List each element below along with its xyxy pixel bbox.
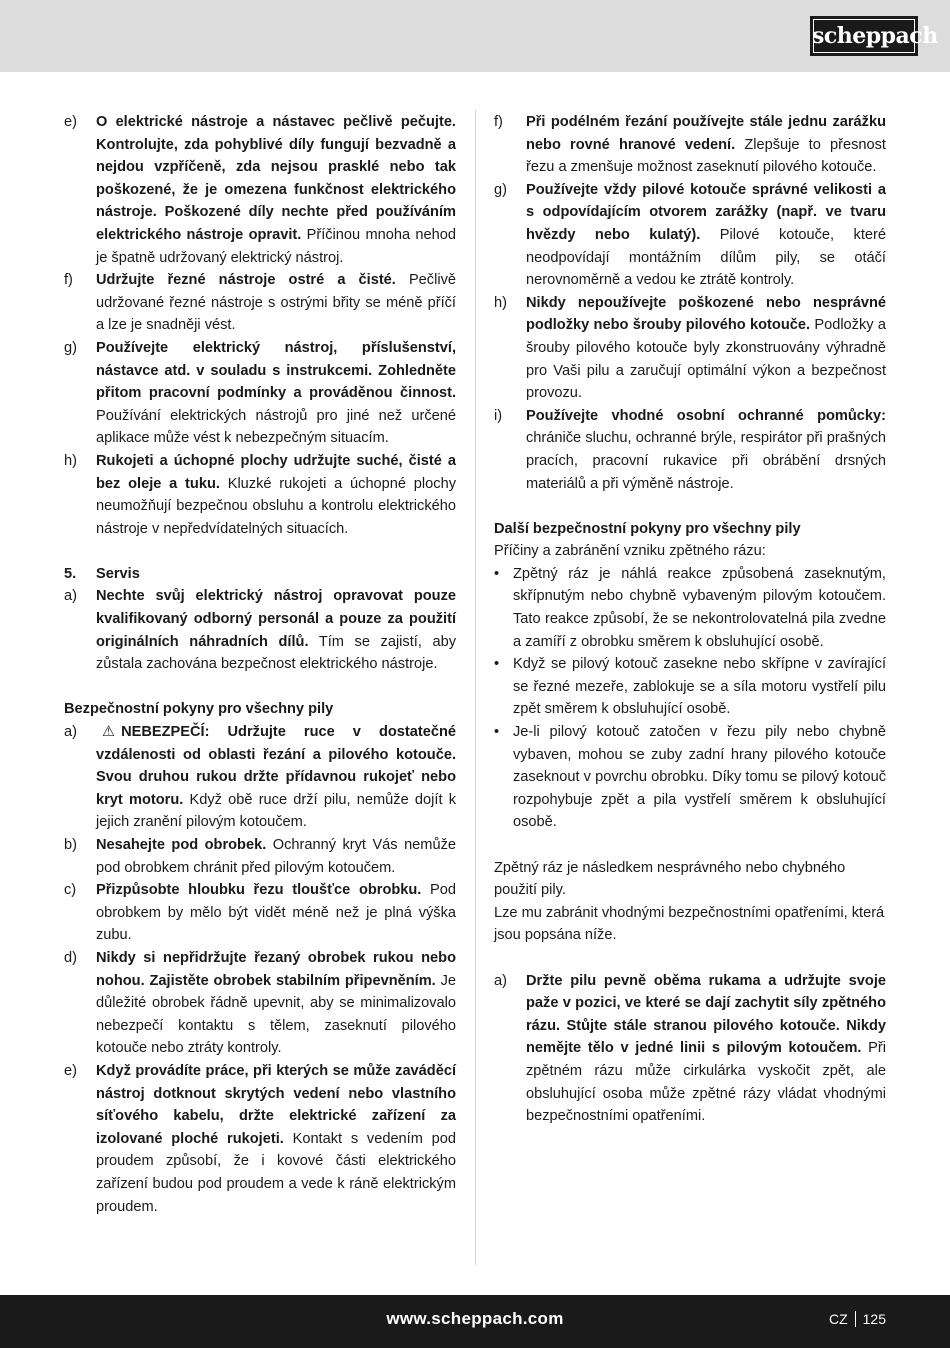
- page-header: [0, 0, 950, 72]
- item-bold-text: Používejte vhodné osobní ochranné pomůcky:: [526, 407, 886, 424]
- item-text: [96, 1060, 456, 1218]
- list-item: [64, 585, 456, 675]
- item-normal-text: Kontakt s vedením pod proudem způsobí, že i kovové části elektrického zařízení budou pod proudem a vede k ráně elektrickým proudem.: [96, 1130, 456, 1215]
- page-indicator: [829, 1311, 886, 1327]
- item-normal-text: Pilové kotouče, které neodpovídají montážním dílům pily, se otáčí nerovnoměrně a vedou ke ztrátě kontroly.: [526, 226, 886, 289]
- item-label: h): [494, 294, 507, 311]
- scheppach-logo: scheppach: [810, 16, 918, 56]
- left-column: [64, 111, 456, 1218]
- item-label: a): [64, 588, 77, 605]
- item-bold-text: Držte pilu pevně oběma rukama a udržujte svoje paže v pozici, ve které se dají zachytit síly zpětného rázu. Stůjte stále stranou pilového kotouče. Nikdy nemějte tělo v jedné linii s pilovým kotoučem.: [526, 972, 886, 1057]
- bullet-item: [494, 653, 886, 721]
- list-item: [494, 292, 886, 405]
- item-bold-text: NEBEZPEČÍ: Udržujte ruce v dostatečné vzdálenosti od oblasti řezání a pilového kotouče. Svou druhou rukou držte přídavnou rukojeť nebo kryt motoru.: [96, 724, 456, 808]
- item-normal-text: Kluzké rukojeti a úchopné plochy neumožňují bezpečnou obsluhu a kontrolu elektrického nástroje v nepředvídatelných situacích.: [96, 475, 456, 537]
- item-bold-text: Když provádíte práce, při kterých se může zaváděcí nástroj dotknout skrytých vedení nebo vlastního síťového kabelu, držte elektrické zařízení za izolované ploché rukojeti.: [96, 1062, 456, 1147]
- item-bold-text: Při podélném řezání používejte stále jednu zarážku nebo rovné hranové vedení.: [526, 114, 886, 153]
- list-item: [64, 450, 456, 540]
- servis-heading: [64, 563, 456, 586]
- item-label: e): [64, 1062, 77, 1079]
- item-normal-text: Pod obrobkem by mělo být vidět méně než je plná výška zubu.: [96, 882, 456, 944]
- item-bold-text: Používejte elektrický nástroj, příslušenství, nástavce atd. v souladu s instrukcemi. Zohledněte přitom pracovní podmínky a prováděnou činnost.: [96, 339, 456, 402]
- item-bold-text: Nikdy nepoužívejte poškozené nebo nesprávné podložky nebo šrouby pilového kotouče.: [526, 294, 886, 334]
- item-normal-text: Když obě ruce drží pilu, nemůže dojít k jejich zranění pilovým kotoučem.: [96, 791, 456, 831]
- item-text: [96, 879, 456, 947]
- item-normal-text: Pečlivě udržované řezné nástroje s ostrými břity se méně příčí a lze je snadněji vést.: [96, 272, 456, 334]
- paragraph: Zpětný ráz je následkem nesprávného nebo chybného použití pily.: [494, 859, 846, 899]
- item-bold-text: Používejte vždy pilové kotouče správné velikosti a s odpovídajícím otvorem zarážky (např. ve tvaru hvězdy nebo kulatý).: [526, 181, 886, 243]
- item-normal-text: Je důležité obrobek řádně upevnit, aby se minimalizovalo nebezpečí kontaktu s tělem, zaseknutí pilového kotouče nebo ztráty kontroly.: [96, 972, 457, 1057]
- item-text: [96, 450, 456, 540]
- item-bold-text: Přizpůsobte hloubku řezu tloušťce obrobku.: [96, 882, 422, 899]
- item-text: [526, 179, 886, 292]
- item-text: [96, 947, 456, 1060]
- item-text: [96, 585, 456, 675]
- item-bold-text: O elektrické nástroje a nástavec pečlivě pečujte. Kontrolujte, zda pohyblivé díly fungují bezvadně a nejdou vzpříčeně, zda nejsou prasklé nebo tak poškozené, že je omezena funkčnost elektrického nástroje. Poškozené díly nechte před používáním elektrického nástroje opravit.: [96, 114, 456, 243]
- list-item: [64, 337, 456, 450]
- list-item: [64, 111, 456, 269]
- item-label: b): [64, 837, 77, 853]
- item-label: a): [64, 724, 77, 741]
- item-normal-text: Ochranný kryt Vás nemůže pod obrobkem chránit před pilovým kotoučem.: [96, 837, 456, 876]
- item-label: g): [494, 181, 507, 198]
- item-label: a): [494, 972, 507, 989]
- item-label: e): [64, 114, 77, 130]
- bullet-dot-icon: •: [494, 724, 500, 741]
- item-normal-text: Podložky a šrouby pilového kotouče byly zkonstruovány výhradně pro Vaši pilu a zaručují optimální výkon a bezpečnost provozu.: [526, 317, 886, 402]
- list-item-warning: [64, 721, 456, 834]
- item-normal-text: Při zpětném rázu může cirkulárka vyskočit zpět, ale obsluhující osoba může zpětné rázy vládat vhodnými bezpečnostními opatřeními.: [526, 1040, 887, 1125]
- item-bold-text: Udržujte řezné nástroje ostré a čisté.: [96, 272, 396, 289]
- item-normal-text: chrániče sluchu, ochranné brýle, respirátor při prašných pracích, pracovní rukavice při obrábění drsných materiálů a při výměně nástroje.: [526, 430, 886, 492]
- bullet-dot-icon: •: [494, 656, 500, 673]
- item-text: [526, 111, 886, 179]
- item-text: [96, 337, 456, 450]
- item-normal-text: Zlepšuje to přesnost řezu a zmenšuje možnost zaseknutí pilového kotouče.: [526, 136, 886, 176]
- warning-triangle-icon: ⚠: [102, 724, 116, 741]
- page-footer: [0, 1295, 950, 1348]
- item-text: [526, 970, 886, 1128]
- bullet-item: [494, 563, 886, 653]
- item-bold-text: Nechte svůj elektrický nástroj opravovat pouze kvalifikovaný odborný personál a pouze za použití originálních náhradních dílů.: [96, 588, 456, 650]
- item-label: f): [64, 272, 73, 289]
- bullet-dot-icon: •: [494, 565, 500, 582]
- item-label: i): [494, 407, 503, 424]
- list-item: [64, 879, 456, 947]
- list-item: [494, 970, 886, 1128]
- bullet-text: Je-li pilový kotouč zatočen v řezu pily nebo chybně vybaven, mohou se zuby zadní hrany pilového kotouče zaseknout v povrchu obrobku. Díky tomu se pilový kotouč rozpohybuje zpět a pila vystřelí směrem k obsluhující osobě.: [513, 724, 886, 831]
- language-code: CZ: [828, 1311, 848, 1327]
- item-label: h): [64, 452, 77, 469]
- list-item: [64, 1060, 456, 1218]
- item-normal-text: Používání elektrických nástrojů pro jiné než určené aplikace může vést k nebezpečným situacím.: [96, 407, 456, 447]
- section-title: Bezpečnostní pokyny pro všechny pily: [64, 701, 334, 718]
- list-item: [64, 269, 456, 337]
- paragraph: Lze mu zabránit vhodnými bezpečnostními opatřeními, která jsou popsána níže.: [494, 904, 885, 944]
- separator: [855, 1311, 856, 1327]
- item-text: [96, 111, 456, 269]
- item-bold-text: Rukojeti a úchopné plochy udržujte suché, čisté a bez oleje a tuku.: [96, 452, 456, 492]
- bullet-text: Zpětný ráz je náhlá reakce způsobená zaseknutým, skřípnutým nebo chybně vybaveným pilovým kotoučem. Tato reakce způsobí, že se nekontrolovatelná pila zvedne a zamíří z obrobku směrem k obsluhující osobě.: [513, 565, 886, 650]
- column-divider: [475, 110, 476, 1265]
- item-label: g): [64, 339, 77, 356]
- list-item: [494, 111, 886, 179]
- item-normal-text: Tím se zajistí, aby zůstala zachována bezpečnost elektrického nástroje.: [96, 633, 456, 673]
- item-bold-text: Nesahejte pod obrobek.: [96, 837, 267, 853]
- item-text: [96, 721, 456, 834]
- list-item: [494, 405, 886, 495]
- item-label: c): [64, 882, 77, 899]
- item-text: [526, 292, 886, 405]
- item-text: [96, 834, 456, 879]
- section-subtitle: Příčiny a zabránění vzniku zpětného rázu:: [494, 543, 766, 560]
- item-label: f): [494, 114, 503, 130]
- item-text: [96, 269, 456, 337]
- bullet-item: [494, 721, 886, 834]
- item-label: d): [64, 949, 77, 966]
- servis-title: Servis: [96, 565, 140, 582]
- bullet-text: Když se pilový kotouč zasekne nebo skřípne v zavírající se řezné mezeře, zablokuje se a síla motoru vystřelí pilu zpět směrem k obsluhující osobě.: [513, 656, 886, 718]
- page-number: 125: [862, 1311, 886, 1327]
- servis-number: 5.: [64, 565, 77, 582]
- section-title: Další bezpečnostní pokyny pro všechny pily: [494, 520, 801, 537]
- list-item: [64, 834, 456, 879]
- item-text: [526, 405, 886, 495]
- website-link[interactable]: www.scheppach.com: [386, 1309, 564, 1328]
- item-normal-text: Příčinou mnoha nehod je špatně udržovaný elektrický nástroj.: [96, 226, 456, 266]
- list-item: [64, 947, 456, 1060]
- list-item: [494, 179, 886, 292]
- right-column: [494, 111, 886, 1128]
- item-bold-text: Nikdy si nepřidržujte řezaný obrobek rukou nebo nohou. Zajistěte obrobek stabilním připevněním.: [96, 949, 456, 989]
